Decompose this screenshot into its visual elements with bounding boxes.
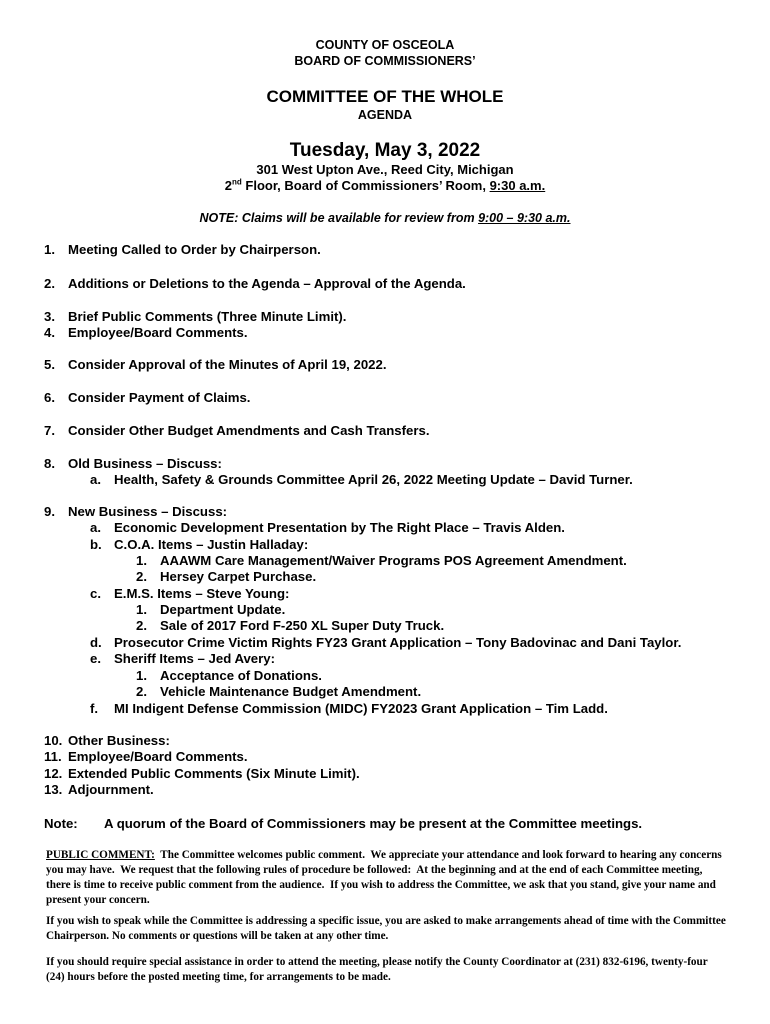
agenda-subitem-9c1 <box>136 602 285 618</box>
item-text: Brief Public Comments (Three Minute Limit). <box>68 309 347 324</box>
item-number: d. <box>90 635 102 650</box>
item-number: c. <box>90 586 101 601</box>
item-text: Extended Public Comments (Six Minute Limit). <box>68 766 360 781</box>
agenda-subitem-9e <box>90 651 275 667</box>
claims-note-time: 9:00 – 9:30 a.m. <box>478 211 571 225</box>
item-text: Meeting Called to Order by Chairperson. <box>68 242 321 257</box>
item-text: C.O.A. Items – Justin Halladay: <box>114 537 309 552</box>
agenda-subitem-9c <box>90 586 289 602</box>
item-number: 1. <box>44 242 55 257</box>
item-number: 11. <box>44 749 62 764</box>
meeting-date: Tuesday, May 3, 2022 <box>289 140 481 161</box>
agenda-subitem-9e1 <box>136 668 322 684</box>
item-number: 9. <box>44 504 55 519</box>
item-text: Employee/Board Comments. <box>68 749 248 764</box>
item-number: 3. <box>44 309 55 324</box>
public-comment-paragraph <box>46 848 726 908</box>
item-number: e. <box>90 651 101 666</box>
agenda-item-9 <box>44 504 227 520</box>
item-number: 5. <box>44 357 55 372</box>
meeting-room <box>0 178 770 193</box>
board-name: BOARD OF COMMISSIONERS’ <box>294 54 476 68</box>
item-text: Prosecutor Crime Victim Rights FY23 Grant Application – Tony Badovinac and Dani Taylor. <box>114 635 682 650</box>
agenda-subitem-9b1 <box>136 553 627 569</box>
claims-note <box>0 211 770 225</box>
item-number: 4. <box>44 325 55 340</box>
item-number: 2. <box>44 276 55 291</box>
agenda-item-5 <box>44 357 387 373</box>
item-text: Acceptance of Donations. <box>160 668 322 683</box>
item-text: Consider Payment of Claims. <box>68 390 251 405</box>
agenda-item-8 <box>44 456 222 472</box>
item-text: Employee/Board Comments. <box>68 325 248 340</box>
item-number: b. <box>90 537 102 552</box>
meeting-time: 9:30 a.m. <box>489 178 546 193</box>
item-text: Sale of 2017 Ford F-250 XL Super Duty Truck. <box>160 618 445 633</box>
floor-number: 2 <box>224 178 233 193</box>
item-number: 13. <box>44 782 63 797</box>
agenda-subitem-9e2 <box>136 684 421 700</box>
item-text: New Business – Discuss: <box>68 504 228 519</box>
speaking-arrangements-paragraph: If you wish to speak while the Committee is addressing a specific issue, you are asked to make arrangements ahead of time with the Committee Chairperson. No comments or questions will be taken at any other time. <box>46 915 726 942</box>
item-text: E.M.S. Items – Steve Young: <box>114 586 290 601</box>
item-number: 10. <box>44 733 63 748</box>
agenda-label: AGENDA <box>357 108 413 122</box>
item-number: a. <box>90 520 101 535</box>
item-text: Department Update. <box>160 602 286 617</box>
item-number: 1. <box>136 602 147 617</box>
agenda-subitem-9c2 <box>136 618 444 634</box>
item-number: 8. <box>44 456 55 471</box>
agenda-item-6 <box>44 390 250 406</box>
agenda-item-4 <box>44 325 248 341</box>
agenda-subitem-9f <box>90 701 608 717</box>
quorum-note-label: Note: <box>44 816 78 831</box>
item-number: 1. <box>136 553 147 568</box>
item-text: Additions or Deletions to the Agenda – Approval of the Agenda. <box>68 276 466 291</box>
agenda-item-11 <box>44 749 248 765</box>
item-number: 2. <box>136 569 147 584</box>
agenda-subitem-9b <box>90 537 308 553</box>
public-comment-label: PUBLIC COMMENT: <box>46 849 155 861</box>
item-text: Adjournment. <box>68 782 154 797</box>
quorum-note <box>44 816 642 832</box>
item-text: MI Indigent Defense Commission (MIDC) FY2023 Grant Application – Tim Ladd. <box>114 701 608 716</box>
agenda-subitem-9d <box>90 635 681 651</box>
agenda-item-13 <box>44 782 154 798</box>
agenda-item-7 <box>44 423 430 439</box>
item-number: 1. <box>136 668 147 683</box>
item-number: 2. <box>136 618 147 633</box>
item-text: Other Business: <box>68 733 170 748</box>
agenda-item-2 <box>44 276 466 292</box>
item-number: 6. <box>44 390 55 405</box>
meeting-address: 301 West Upton Ave., Reed City, Michigan <box>256 162 514 177</box>
item-text: Health, Safety & Grounds Committee April 26, 2022 Meeting Update – David Turner. <box>114 472 633 487</box>
item-text: Hersey Carpet Purchase. <box>160 569 317 584</box>
agenda-item-1 <box>44 242 321 258</box>
quorum-note-text: A quorum of the Board of Commissioners may be present at the Committee meetings. <box>104 816 643 831</box>
item-text: AAAWM Care Management/Waiver Programs POS Agreement Amendment. <box>160 553 627 568</box>
public-comment-text: The Committee welcomes public comment. We appreciate your attendance and look forward to hearing any concerns you may have. We request that the following rules of procedure be followed: At the beginning and at the end of each Committee meeting, there is time to receive public comment from the audience. If you wish to address the Committee, we ask that you stand, give your name and present your concern. <box>46 849 725 906</box>
item-number: 12. <box>44 766 63 781</box>
item-number: f. <box>90 701 99 716</box>
committee-title: COMMITTEE OF THE WHOLE <box>266 87 504 106</box>
item-number: 7. <box>44 423 55 438</box>
item-text: Old Business – Discuss: <box>68 456 222 471</box>
agenda-subitem-9a <box>90 520 565 536</box>
item-text: Economic Development Presentation by The Right Place – Travis Alden. <box>114 520 565 535</box>
item-text: Sheriff Items – Jed Avery: <box>114 651 275 666</box>
claims-note-text: NOTE: Claims will be available for review from <box>199 211 479 225</box>
agenda-item-3 <box>44 309 346 325</box>
agenda-subitem-9b2 <box>136 569 316 585</box>
special-assistance-paragraph: If you should require special assistance in order to attend the meeting, please notify the County Coordinator at (231) 832-6196, twenty-four (24) hours before the posted meeting time, for arrangements to be made. <box>46 956 708 983</box>
agenda-item-10 <box>44 733 170 749</box>
item-text: Consider Other Budget Amendments and Cash Transfers. <box>68 423 430 438</box>
county-name: COUNTY OF OSCEOLA <box>315 38 455 52</box>
floor-room-text: Floor, Board of Commissioners’ Room, <box>241 178 490 193</box>
item-number: 2. <box>136 684 147 699</box>
agenda-item-12 <box>44 766 360 782</box>
floor-ordinal: nd <box>232 177 242 187</box>
item-text: Vehicle Maintenance Budget Amendment. <box>160 684 422 699</box>
item-text: Consider Approval of the Minutes of April 19, 2022. <box>68 357 387 372</box>
item-number: a. <box>90 472 101 487</box>
agenda-subitem-8a <box>90 472 633 488</box>
